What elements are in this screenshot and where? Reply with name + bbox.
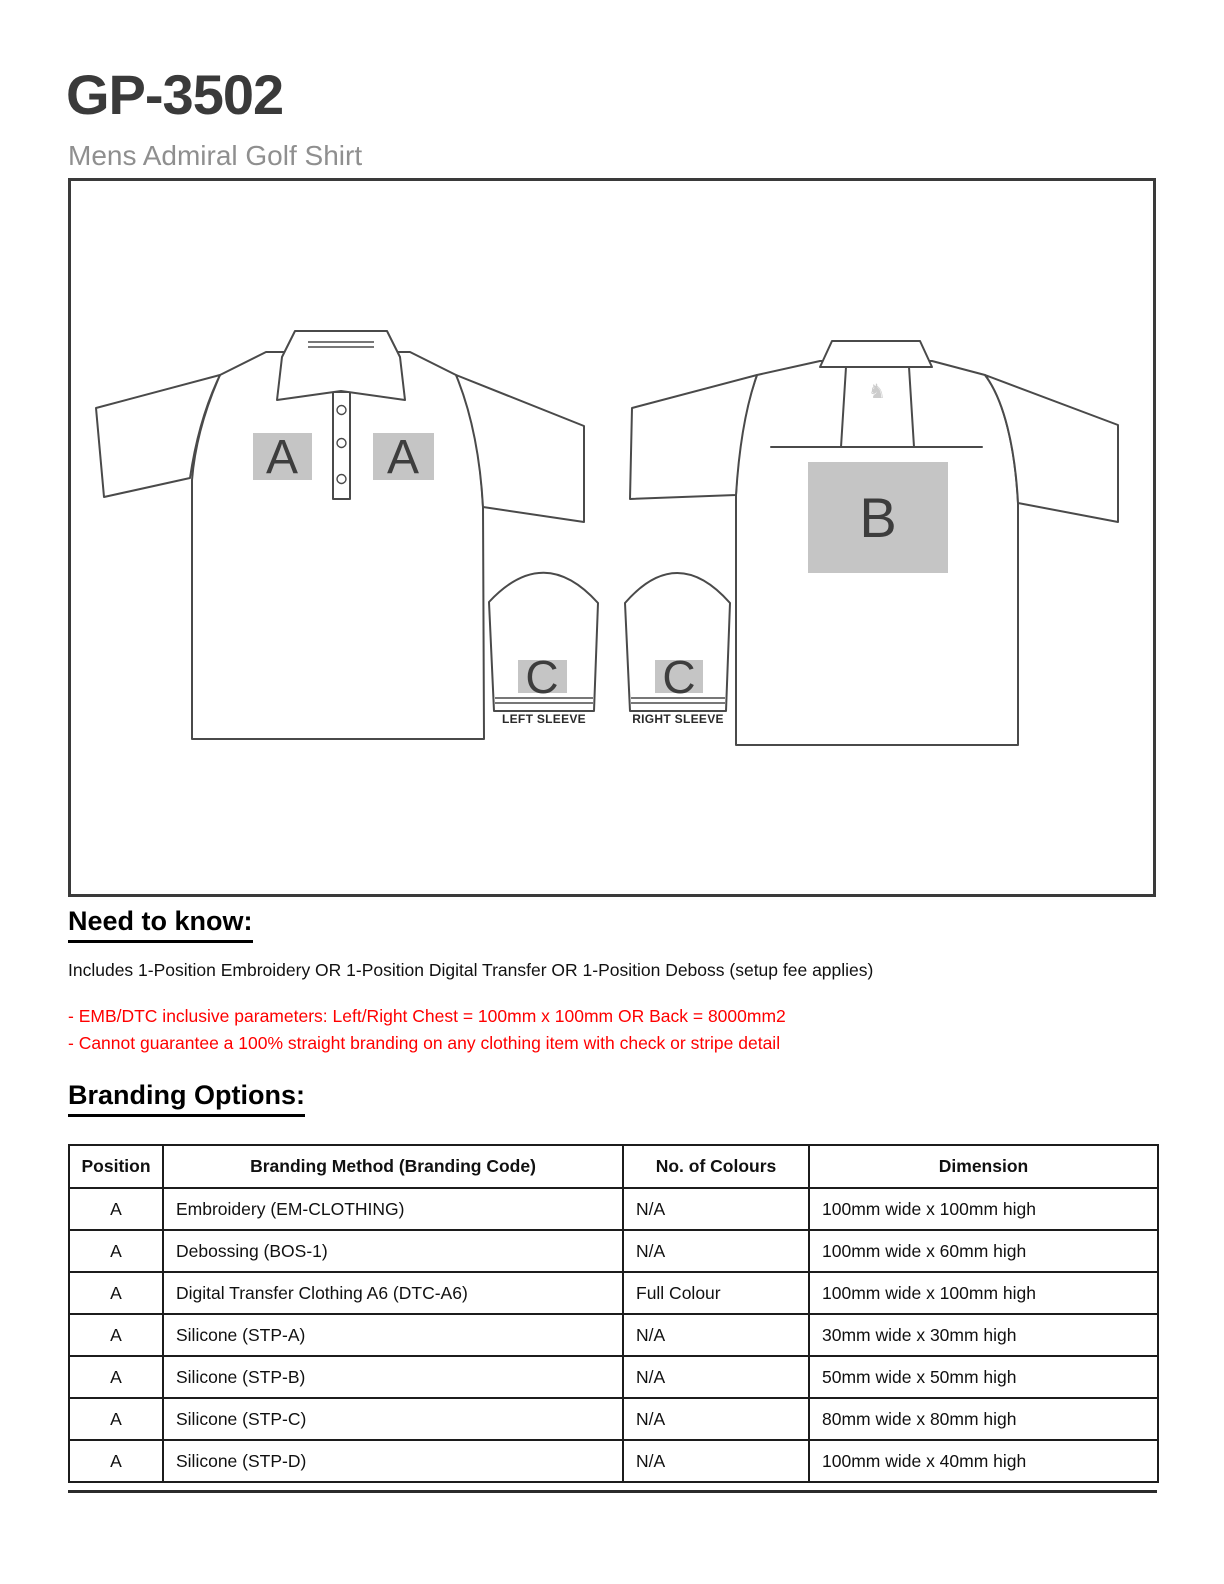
cell-position: A bbox=[69, 1230, 163, 1272]
left-sleeve-caption: LEFT SLEEVE bbox=[502, 712, 586, 726]
table-row bbox=[69, 1230, 1158, 1272]
back-placement-label: B bbox=[859, 486, 897, 549]
cell-dimension: 100mm wide x 100mm high bbox=[809, 1272, 1158, 1314]
cell-dimension: 100mm wide x 40mm high bbox=[809, 1440, 1158, 1482]
cell-dimension: 100mm wide x 100mm high bbox=[809, 1188, 1158, 1230]
note-line: - EMB/DTC inclusive parameters: Left/Right Chest = 100mm x 100mm OR Back = 8000mm2 bbox=[68, 1006, 786, 1026]
cell-method: Embroidery (EM-CLOTHING) bbox=[163, 1188, 623, 1230]
cell-position: A bbox=[69, 1272, 163, 1314]
cell-method: Silicone (STP-B) bbox=[163, 1356, 623, 1398]
table-row bbox=[69, 1188, 1158, 1230]
right-sleeve-placement-label: C bbox=[662, 651, 696, 703]
page-title: GP-3502 bbox=[66, 63, 284, 126]
header-dimension: Dimension bbox=[809, 1145, 1158, 1188]
header-colours: No. of Colours bbox=[623, 1145, 809, 1188]
table-row bbox=[69, 1314, 1158, 1356]
cell-position: A bbox=[69, 1398, 163, 1440]
cell-method: Digital Transfer Clothing A6 (DTC-A6) bbox=[163, 1272, 623, 1314]
cell-position: A bbox=[69, 1314, 163, 1356]
cell-colours: N/A bbox=[623, 1398, 809, 1440]
back-left-sleeve bbox=[630, 375, 757, 499]
table-row bbox=[69, 1398, 1158, 1440]
note-line: - Cannot guarantee a 100% straight branding on any clothing item with check or stripe detail bbox=[68, 1032, 781, 1053]
branding-options-heading: Branding Options: bbox=[68, 1080, 305, 1117]
cell-method: Silicone (STP-C) bbox=[163, 1398, 623, 1440]
cell-colours: N/A bbox=[623, 1314, 809, 1356]
need-to-know-heading: Need to know: bbox=[68, 906, 253, 943]
cell-position: A bbox=[69, 1356, 163, 1398]
cell-dimension: 80mm wide x 80mm high bbox=[809, 1398, 1158, 1440]
cell-method: Silicone (STP-D) bbox=[163, 1440, 623, 1482]
cell-position: A bbox=[69, 1440, 163, 1482]
garment-diagram bbox=[68, 185, 1156, 897]
cell-colours: N/A bbox=[623, 1188, 809, 1230]
cell-dimension: 30mm wide x 30mm high bbox=[809, 1314, 1158, 1356]
cell-dimension: 100mm wide x 60mm high bbox=[809, 1230, 1158, 1272]
cell-dimension: 50mm wide x 50mm high bbox=[809, 1356, 1158, 1398]
header-method: Branding Method (Branding Code) bbox=[163, 1145, 623, 1188]
right-sleeve-drawing bbox=[625, 573, 730, 726]
front-left-chest-label: A bbox=[265, 431, 299, 484]
table-row bbox=[69, 1440, 1158, 1482]
cell-colours: N/A bbox=[623, 1230, 809, 1272]
left-sleeve-drawing bbox=[489, 573, 598, 726]
left-sleeve-placement-label: C bbox=[525, 651, 559, 703]
cell-colours: N/A bbox=[623, 1440, 809, 1482]
cell-position: A bbox=[69, 1188, 163, 1230]
back-yoke-logo-icon: ♞ bbox=[868, 381, 886, 403]
table-header-row bbox=[69, 1145, 1158, 1188]
cell-method: Debossing (BOS-1) bbox=[163, 1230, 623, 1272]
footer-divider bbox=[68, 1490, 1157, 1493]
front-right-chest-label: A bbox=[386, 431, 420, 484]
right-sleeve-caption: RIGHT SLEEVE bbox=[632, 712, 724, 726]
back-collar bbox=[820, 341, 932, 367]
cell-method: Silicone (STP-A) bbox=[163, 1314, 623, 1356]
header-position: Position bbox=[69, 1145, 163, 1188]
includes-line: Includes 1-Position Embroidery OR 1-Position Digital Transfer OR 1-Position Deboss (setup fee applies) bbox=[68, 960, 874, 980]
red-notes bbox=[68, 1003, 1128, 1056]
table-row bbox=[69, 1272, 1158, 1314]
cell-colours: N/A bbox=[623, 1356, 809, 1398]
branding-options-table bbox=[68, 1144, 1159, 1483]
page-subtitle: Mens Admiral Golf Shirt bbox=[68, 140, 363, 171]
cell-colours: Full Colour bbox=[623, 1272, 809, 1314]
table-row bbox=[69, 1356, 1158, 1398]
